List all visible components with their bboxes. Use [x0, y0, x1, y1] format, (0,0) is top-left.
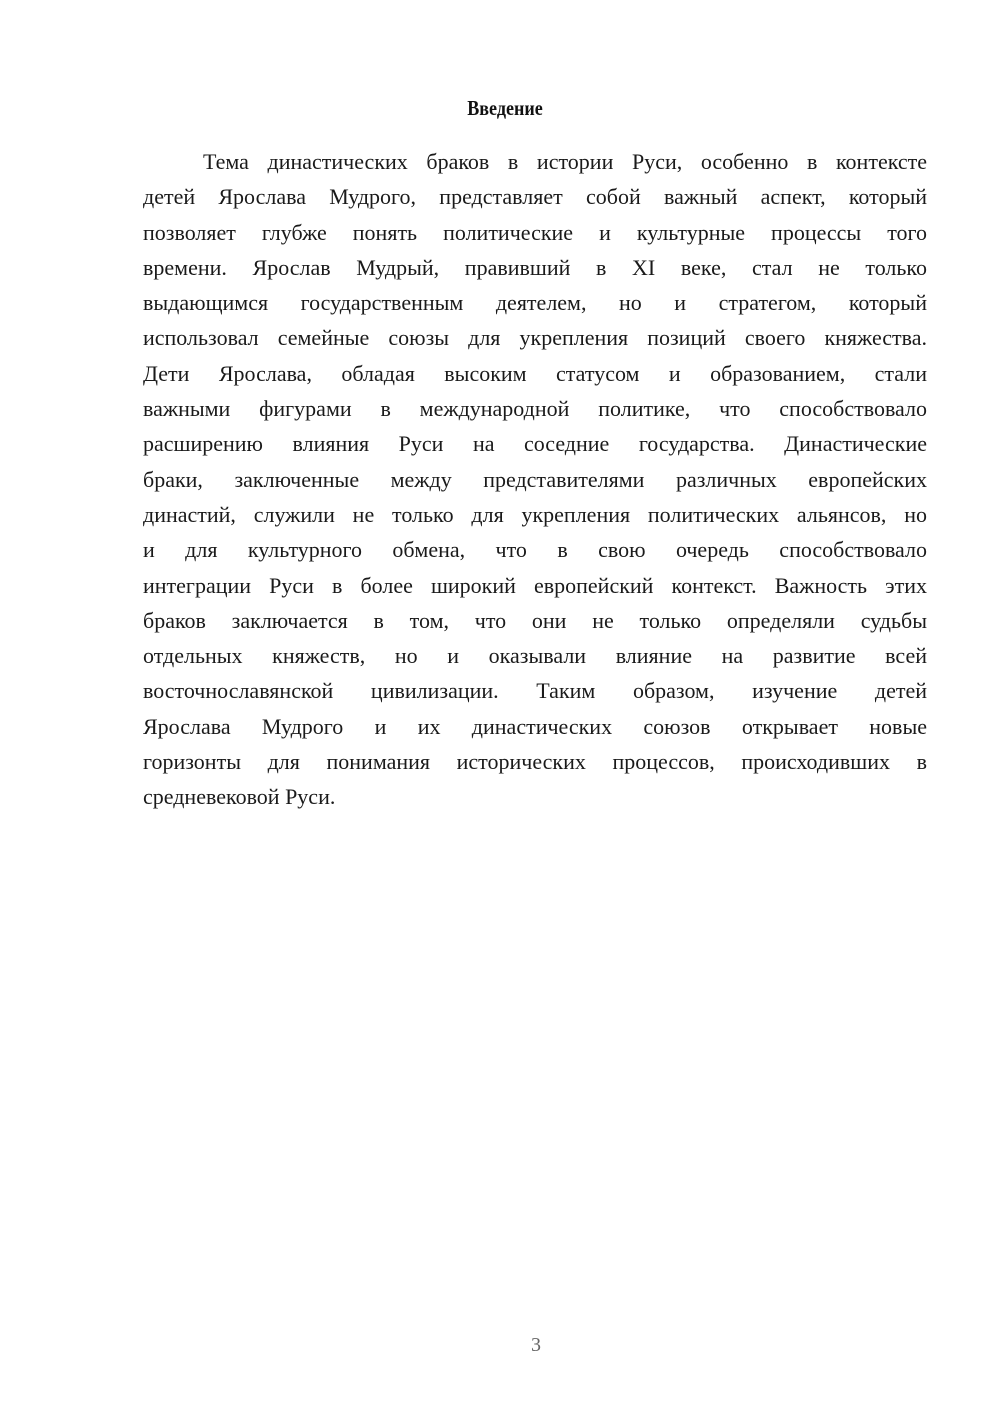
paragraph-line: Ярослава Мудрого и их династических союзов открывает новые — [143, 713, 927, 739]
paragraph-line: выдающимся государственным деятелем, но и стратегом, который — [143, 290, 927, 316]
paragraph-line: расширению влияния Руси на соседние государства. Династические — [143, 431, 927, 457]
paragraph-line: восточнославянской цивилизации. Таким образом, изучение детей — [143, 678, 927, 704]
paragraph-line: браки, заключенные между представителями различных европейских — [143, 466, 927, 492]
paragraph-line: средневековой Руси. — [143, 784, 336, 810]
paragraph-line: Тема династических браков в истории Руси, особенно в контексте — [203, 149, 927, 174]
paragraph-line: династий, служили не только для укрепления политических альянсов, но — [143, 501, 927, 527]
page-number: 3 — [531, 1334, 541, 1356]
paragraph-line: отдельных княжеств, но и оказывали влияние на развитие всей — [143, 643, 927, 669]
paragraph-line: и для культурного обмена, что в свою очередь способствовало — [143, 537, 927, 563]
introduction-paragraph — [143, 144, 927, 815]
paragraph-line: Дети Ярослава, обладая высоким статусом и образованием, стали — [143, 360, 927, 386]
paragraph-line: использовал семейные союзы для укрепления позиций своего княжества. — [143, 325, 927, 351]
paragraph-line: позволяет глубже понять политические и культурные процессы того — [143, 219, 927, 245]
paragraph-line: детей Ярослава Мудрого, представляет собой важный аспект, который — [143, 184, 927, 210]
paragraph-line: браков заключается в том, что они не только определяли судьбы — [143, 607, 927, 633]
paragraph-line: времени. Ярослав Мудрый, правивший в XI веке, стал не только — [143, 254, 927, 280]
section-heading: Введение — [467, 96, 543, 120]
paragraph-line: интеграции Руси в более широкий европейский контекст. Важность этих — [143, 572, 927, 598]
paragraph-line: горизонты для понимания исторических процессов, происходивших в — [143, 749, 927, 775]
paragraph-line: важными фигурами в международной политике, что способствовало — [143, 396, 927, 422]
